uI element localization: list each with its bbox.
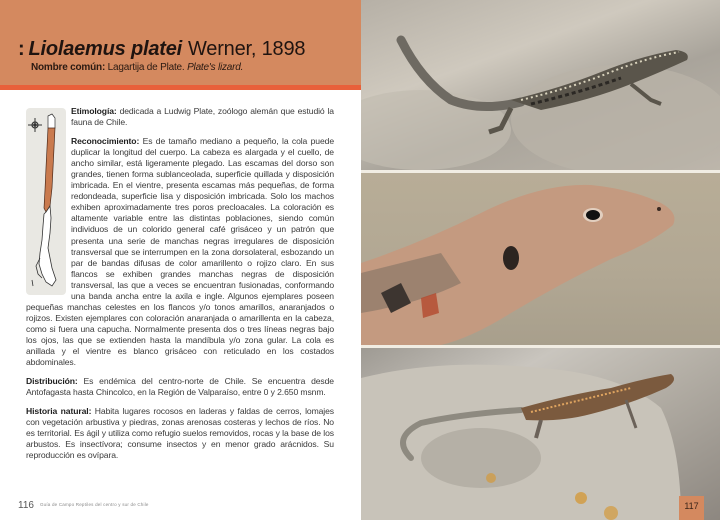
title-marker: : [18,38,25,60]
lizard-photo-head [361,173,720,345]
section-text: Es endémica del centro-norte de Chile. Se encuentra desde Antofagasta hasta Chincolco, en la Región de Valparaíso, entre 0 y 2.650 msnm. [26,376,334,398]
right-page-number: 117 [679,496,704,520]
section-distribucion [26,376,334,398]
common-name-en: Plate's lizard. [187,62,244,73]
species-description [26,106,334,469]
section-reconocimiento [26,136,334,368]
lizard-photo-rock [361,348,720,520]
section-label: Historia natural: [26,406,92,417]
section-label: Reconocimiento: [71,136,140,147]
common-name-es: Lagartija de Plate. [107,62,185,73]
section-text: Es de tamaño mediano a pequeño, la cola puede duplicar la longitud del cuerpo. La cabeza es alargada y el cuello, de ancho similar, está ligeramente plegado. Las escamas del dorso son grandes, tienen forma sublanceolada, superficie quillada y disposición imbricada. En el vientre, presenta escamas más pequeñas, de forma redondeada, superficie lisa y disposición imbricada. Solo los machos exhiben aproximadamente tres poros precloacales. La coloración es altamente variable entre las distintas poblaciones, siendo común individuos de un colorido general café grisáceo y un patrón que presenta una serie de manchas negras irregulares de disposición transversal que se interrumpen en la zona dorsolateral, esbozando un par de bandas difusas de color amarillento o rojizo claro. En sus flancos se exhiben grandes manchas negras de disposición transversal, las que a veces se encuentran fusionadas, conformando una banda ancha entre la axila e ingle. Algunos ejemplares poseen pequeñas manchas celestes en los flancos y/o tonos amarillos, anaranjados o rojizos. Existen ejemplares con coloración anaranjada o amarillenta en la cabeza, como si fuera una capucha. Normalmente presenta dos o tres líneas negras bajo los ojos, las que se extienden hasta la mandíbula y/o zona gular. La cola es anillada y el vientre es blanco grisáceo con reticulado en los costados abdominales. [26,136,334,368]
section-text: Habita lugares rocosos en laderas y faldas de cerros, lomajes con vegetación arbustiva y piedras, zonas arenosas costeras y lechos de ríos. No es territorial. Es ágil y utiliza como refugio suelos removidos, rocas y la base de los arbustos. Es insectívora; consume insectos y en menor grado arácnidos. Su reproducción es ovípara. [26,406,334,461]
species-title [18,38,305,61]
scientific-name: Liolaemus platei [28,38,182,60]
section-historia-natural [26,406,334,461]
section-label: Etimología: [71,106,117,116]
page-footer [18,500,149,511]
guide-title: Guía de Campo Reptiles del centro y sur de Chile [39,502,149,507]
lizard-photo-dorsal [361,0,720,170]
section-text: dedicada a Ludwig Plate, zoólogo alemán que estudió la fauna de Chile. [71,106,334,128]
header-stripe [0,85,361,90]
section-label: Distribución: [26,376,78,387]
left-page-number: 116 [18,500,34,511]
section-etimologia [26,106,334,128]
common-name-label: Nombre común: [31,62,106,73]
species-header [0,0,361,85]
author-year: Werner, 1898 [187,38,306,60]
common-name-line [31,62,243,73]
